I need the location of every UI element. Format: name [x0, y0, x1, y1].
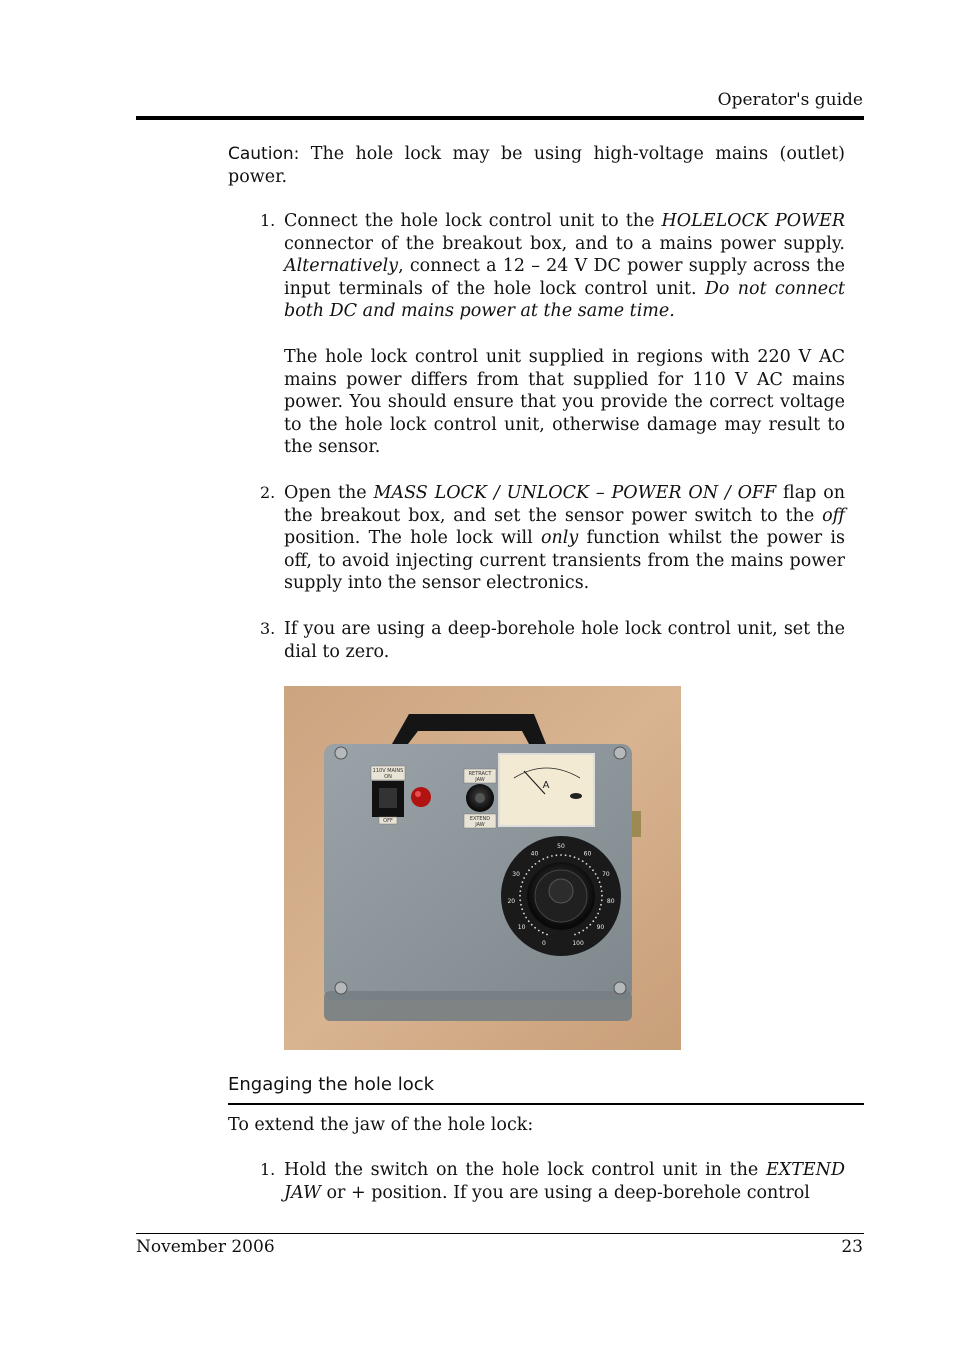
step-text: , connect a 12 – 24 V DC power supply across the input terminals of the hole lock control unit.: [284, 256, 845, 299]
control-unit-photo: [284, 686, 681, 1050]
step-1: [260, 210, 846, 323]
dial-tick: [521, 908, 523, 910]
step-text: or + position. If you are using a deep-borehole control: [320, 1182, 810, 1203]
section-rule: [228, 1103, 864, 1105]
dial-tick: [546, 934, 548, 936]
step-text: If you are using a deep-borehole hole lock control unit, set the dial to zero.: [284, 619, 845, 662]
footer-date: November 2006: [136, 1237, 275, 1257]
dial-tick: [560, 854, 562, 856]
dial-tick: [574, 934, 576, 936]
step-text: position. The hole lock will: [284, 528, 541, 548]
dial-tick: [582, 930, 584, 932]
step-text: Open the: [284, 483, 374, 503]
dial-number: 60: [583, 850, 592, 858]
dial-tick: [528, 869, 530, 871]
step-text: flap on the breakout box, and set the sensor power switch to the: [284, 483, 845, 526]
section-title: Engaging the hole lock: [228, 1074, 435, 1095]
dial-tick: [525, 917, 527, 919]
section-step-1: [260, 1159, 845, 1204]
dial-tick: [592, 869, 594, 871]
dial-tick: [601, 890, 603, 892]
page-number: 23: [841, 1237, 863, 1257]
dial-tick: [597, 913, 599, 915]
dial-number: 70: [602, 871, 610, 879]
dial-tick: [589, 924, 591, 926]
dial-tick: [538, 930, 540, 932]
dial-tick: [578, 858, 580, 860]
step-emphasis: MASS LOCK / UNLOCK – POWER ON / OFF: [373, 483, 777, 503]
svg-text:ON: ON: [384, 774, 392, 780]
dial-tick: [599, 908, 601, 910]
dial-tick: [597, 877, 599, 879]
dial-tick: [586, 927, 588, 929]
dial-tick: [601, 899, 603, 901]
dial-tick: [592, 920, 594, 922]
dial-number: 100: [572, 940, 584, 947]
dial-tick: [520, 886, 522, 888]
dial-number: 10: [517, 923, 526, 931]
step-number: 1.: [260, 211, 276, 230]
dial-tick: [599, 881, 601, 883]
dial-tick: [556, 854, 558, 856]
step-number: 1.: [260, 1160, 276, 1179]
dial-number: 40: [530, 850, 539, 858]
dial-tick: [523, 913, 525, 915]
step-text: function whilst the power is off, to avoid injecting current transients from the mains power supply into the sensor electronics.: [284, 528, 845, 593]
dial-tick: [569, 855, 571, 857]
dial-tick: [595, 873, 597, 875]
caution-paragraph: [228, 143, 845, 188]
dial-tick: [582, 860, 584, 862]
dial-tick: [519, 890, 521, 892]
caution-label: Caution:: [228, 144, 300, 164]
step-text: Hold the switch on the hole lock control unit in the: [284, 1160, 766, 1180]
svg-text:JAW: JAW: [475, 822, 485, 828]
dial-tick: [542, 932, 544, 934]
dial-tick: [574, 856, 576, 858]
step-1-note: The hole lock control unit supplied in regions with 220 V AC mains power differs from that supplied for 110 V AC mains power. You should ensure that you provide the correct voltage to the hole lock control unit, otherwise damage may result to the sensor.: [284, 347, 845, 457]
step-emphasis: Alternatively: [284, 256, 399, 276]
step-text: Connect the hole lock control unit to the: [284, 211, 662, 231]
dial-tick: [586, 863, 588, 865]
indicator-lamp: [411, 787, 431, 807]
caution-text: The hole lock may be using high-voltage mains (outlet) power.: [228, 144, 845, 187]
dial-tick: [601, 895, 603, 897]
step-emphasis: only: [541, 528, 579, 548]
dial-tick: [589, 866, 591, 868]
dial-tick: [538, 860, 540, 862]
step-text: connector of the breakout box, and to a mains power supply.: [284, 233, 845, 254]
dial-tick: [600, 886, 602, 888]
dial-tick: [542, 858, 544, 860]
dial-tick: [578, 932, 580, 934]
dial-number: 30: [512, 871, 520, 879]
dial-tick: [519, 895, 521, 897]
section-intro: To extend the jaw of the hole lock:: [228, 1115, 534, 1135]
dial-number: 90: [596, 923, 605, 931]
svg-text:JAW: JAW: [475, 777, 485, 783]
step-emphasis: HOLELOCK POWER: [661, 211, 846, 231]
step-3: [260, 618, 845, 663]
dial-number: 0: [541, 940, 546, 947]
dial-tick: [551, 855, 553, 857]
dial-tick: [547, 856, 549, 858]
switch-label-bottom: OFF: [383, 818, 393, 824]
toggle-label-top: RETRACT: [468, 771, 492, 777]
step-emphasis: EXTEND JAW: [284, 1160, 845, 1203]
dial-tick: [523, 877, 525, 879]
meter-unit: A: [542, 780, 550, 791]
dial-number: 20: [507, 898, 516, 906]
step-number: 3.: [260, 619, 276, 638]
footer-rule: [136, 1233, 864, 1234]
dial-tick: [522, 881, 524, 883]
dial-tick: [600, 904, 602, 906]
dial-number: 80: [606, 898, 615, 906]
dial-tick: [520, 904, 522, 906]
step-2: [260, 482, 845, 595]
dial-tick: [565, 854, 567, 856]
step-emphasis: Do not connect both DC and mains power at the same time.: [284, 278, 845, 321]
running-header: Operator's guide: [717, 90, 863, 110]
switch-label-top: 110V MAINS: [372, 768, 404, 774]
dial-tick: [519, 899, 521, 901]
dial-tick: [528, 920, 530, 922]
dial-tick: [531, 924, 533, 926]
dial-tick: [595, 917, 597, 919]
dial-number: 50: [557, 843, 565, 850]
header-rule: [136, 116, 864, 120]
dial-tick: [526, 873, 528, 875]
dial-tick: [531, 866, 533, 868]
toggle-label-bottom: EXTEND: [469, 816, 491, 822]
dial-tick: [535, 863, 537, 865]
dial-tick: [534, 927, 536, 929]
step-emphasis: off: [822, 505, 845, 526]
step-number: 2.: [260, 483, 276, 502]
